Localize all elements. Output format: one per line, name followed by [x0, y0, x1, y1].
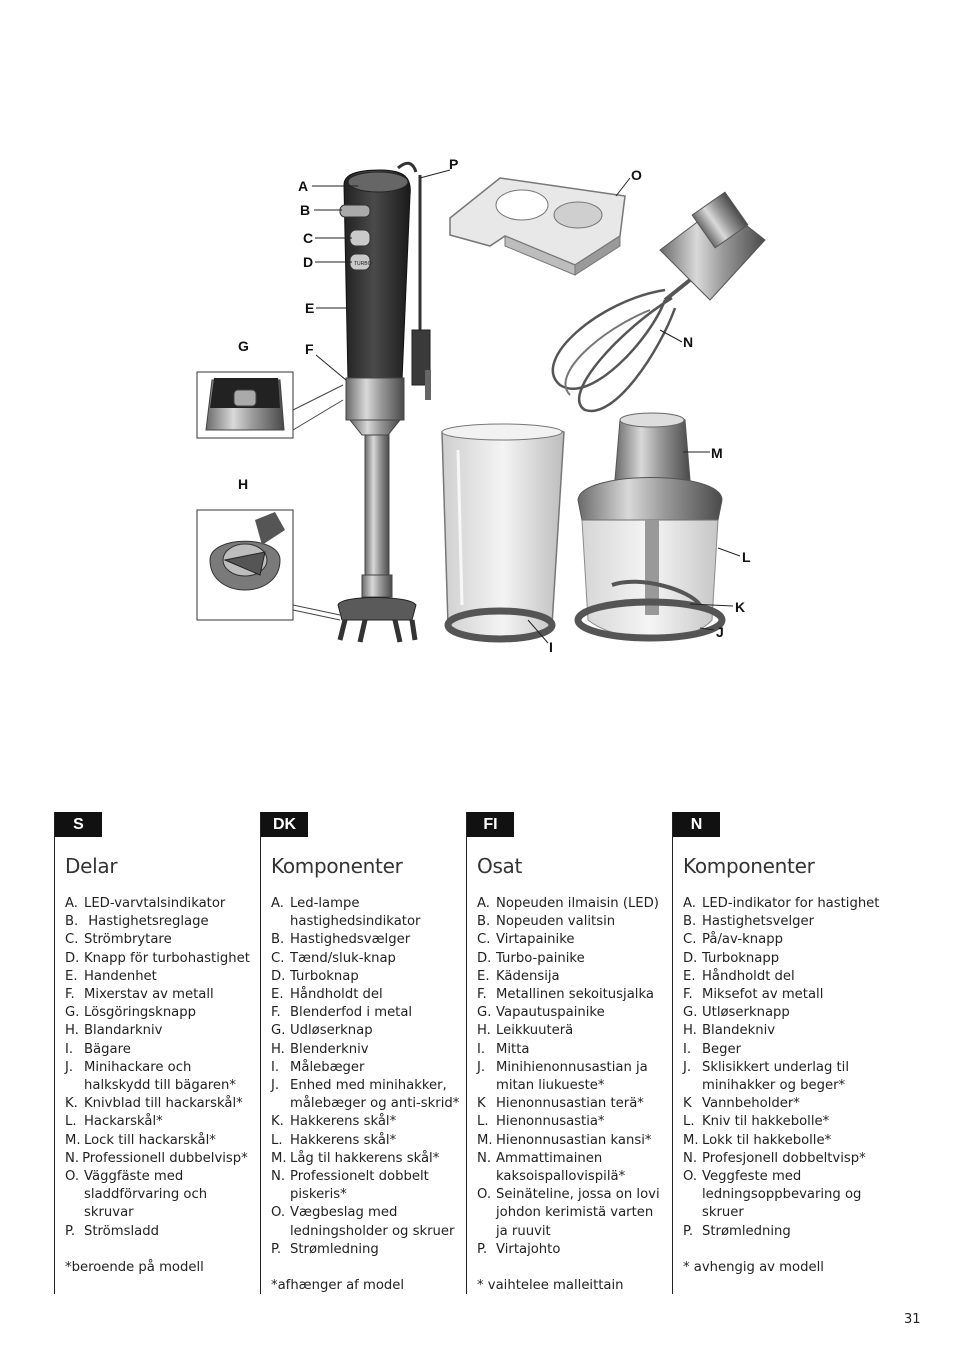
list-item: F. Miksefot av metall — [683, 987, 824, 1003]
list-item: O. Vægbeslag med ledningsholder og skruer — [271, 1205, 455, 1239]
list-item: I. Mitta — [477, 1041, 530, 1057]
list-item: A. Nopeuden ilmaisin (LED) — [477, 896, 659, 911]
list-item: G. Udløserknap — [271, 1023, 373, 1039]
list-item: M. Lock till hackarskål* — [65, 1132, 216, 1148]
callout-a: A — [298, 178, 309, 194]
column-norwegian — [672, 812, 892, 1294]
list-item: M. Låg til hakkerens skål* — [271, 1150, 440, 1166]
list-item: G. Lösgöringsknapp — [65, 1005, 196, 1021]
list-item: C. Strömbrytare — [65, 932, 172, 948]
list-item: O. Seinäteline, jossa on lovi johdon kerimistä varten ja ruuvit — [477, 1187, 660, 1239]
list-item: K. Hakkerens skål* — [271, 1114, 397, 1130]
list-item: H. Leikkuuterä — [477, 1023, 574, 1039]
list-item: L. Hakkerens skål* — [271, 1132, 397, 1148]
list-item: I. Bägare — [65, 1041, 131, 1057]
language-badge: S — [55, 812, 102, 837]
list-item: E. Handenhet — [65, 968, 157, 984]
page-number: 31 — [904, 1312, 921, 1327]
list-item: D. Turbo-painike — [477, 950, 585, 966]
list-item: C. Virtapainike — [477, 932, 575, 948]
section-heading: Delar — [65, 854, 118, 878]
list-item: B. Hastighetsvelger — [683, 914, 815, 930]
beaker — [442, 424, 564, 639]
list-item: D. Turboknap — [271, 968, 359, 984]
turbo-label: TURBO — [354, 261, 372, 267]
list-item: D. Knapp för turbohastighet — [65, 950, 250, 966]
list-item: J. Sklisikkert underlag til minihakker og beger* — [683, 1059, 850, 1094]
callout-p: P — [449, 156, 459, 172]
callout-i: I — [549, 639, 553, 655]
callout-c: C — [303, 230, 314, 246]
section-heading: Osat — [477, 854, 523, 878]
list-item: A. LED-indikator for hastighet — [683, 896, 880, 911]
list-item: F. Mixerstav av metall — [65, 987, 214, 1003]
callout-h: H — [238, 476, 249, 492]
list-item: E. Kädensija — [477, 968, 560, 984]
footnote: * avhengig av modell — [683, 1259, 824, 1275]
list-item: M. Hienonnusastian kansi* — [477, 1132, 652, 1148]
callout-o: O — [631, 167, 642, 183]
list-item: L. Hienonnusastia* — [477, 1114, 605, 1130]
list-item: P. Virtajohto — [477, 1241, 561, 1257]
list-item: M. Lokk til hakkebolle* — [683, 1132, 832, 1148]
parts-list — [271, 895, 461, 1295]
list-item: H. Blenderkniv — [271, 1041, 369, 1057]
list-item: H. Blandekniv — [683, 1023, 776, 1039]
list-item: A. Led-lampe hastighedsindikator — [271, 896, 421, 930]
parts-list — [683, 895, 898, 1277]
callout-f: F — [305, 341, 314, 357]
list-item: F. Metallinen sekoitusjalka — [477, 987, 654, 1003]
list-item: I. Målebæger — [271, 1059, 365, 1075]
list-item: L. Hackarskål* — [65, 1114, 163, 1130]
language-badge: N — [673, 812, 720, 837]
detail-release-button — [197, 372, 343, 438]
list-item: N. Profesjonell dobbeltvisp* — [683, 1150, 866, 1166]
list-item: E. Håndholdt del — [271, 987, 383, 1003]
list-item: N. Professionelt dobbelt piskeris* — [271, 1169, 429, 1203]
callout-l: L — [742, 549, 751, 565]
list-item: C. På/av-knapp — [683, 932, 783, 948]
footnote: * vaihtelee malleittain — [477, 1278, 624, 1294]
list-item: K. Knivblad till hackarskål* — [65, 1096, 243, 1112]
list-item: O. Väggfäste med sladdförvaring och skruvar — [65, 1169, 208, 1221]
list-item: G. Vapautuspainike — [477, 1005, 605, 1021]
list-item: E. Håndholdt del — [683, 968, 795, 984]
list-item: C. Tænd/sluk-knap — [271, 950, 396, 966]
column-danish — [260, 812, 460, 1294]
callout-g: G — [238, 338, 249, 354]
list-item: J. Minihackare och halkskydd till bägaren* — [65, 1059, 236, 1094]
list-item: F. Blenderfod i metal — [271, 1005, 413, 1021]
list-item: L. Kniv til hakkebolle* — [683, 1114, 830, 1130]
footnote: *afhænger af model — [271, 1278, 405, 1294]
list-item: P. Strömsladd — [65, 1223, 159, 1239]
callout-e: E — [305, 300, 315, 316]
hand-blender — [338, 163, 431, 642]
callout-j: J — [716, 624, 724, 640]
detail-blade — [197, 510, 340, 620]
language-badge: DK — [261, 812, 308, 837]
callout-m: M — [711, 445, 723, 461]
column-finnish — [466, 812, 662, 1294]
list-item: K Vannbeholder* — [683, 1096, 800, 1112]
list-item: B. Nopeuden valitsin — [477, 914, 616, 930]
list-item: I. Beger — [683, 1041, 742, 1057]
callout-k: K — [735, 599, 746, 615]
parts-list — [477, 895, 667, 1295]
list-item: K Hienonnusastian terä* — [477, 1096, 644, 1112]
list-item: P. Strømledning — [271, 1241, 379, 1257]
list-item: A. LED-varvtalsindikator — [65, 896, 226, 911]
list-item: H. Blandarkniv — [65, 1023, 163, 1039]
callout-n: N — [683, 334, 694, 350]
list-item: O. Veggfeste med ledningsoppbevaring og skruer — [683, 1169, 862, 1221]
list-item: D. Turboknapp — [683, 950, 780, 966]
callout-d: D — [303, 254, 314, 270]
section-heading: Komponenter — [271, 854, 403, 878]
parts-list — [65, 895, 255, 1277]
list-item: G. Utløserknapp — [683, 1005, 790, 1021]
list-item: J. Minihienonnusastian ja mitan liukueste* — [477, 1059, 648, 1094]
list-item: B. Hastighedsvælger — [271, 932, 411, 948]
callout-b: B — [300, 202, 311, 218]
list-item: N. Professionell dubbelvisp* — [65, 1150, 248, 1166]
language-badge: FI — [467, 812, 514, 837]
list-item: P. Strømledning — [683, 1223, 791, 1239]
list-item: N. Ammattimainen kaksoispallovispilä* — [477, 1150, 626, 1185]
list-item: J. Enhed med minihakker, målebæger og anti-skrid* — [271, 1078, 460, 1112]
footnote: *beroende på modell — [65, 1259, 204, 1275]
list-item: B. Hastighetsreglage — [65, 914, 209, 930]
wall-bracket — [450, 178, 625, 275]
column-swedish — [54, 812, 250, 1294]
section-heading: Komponenter — [683, 854, 815, 878]
